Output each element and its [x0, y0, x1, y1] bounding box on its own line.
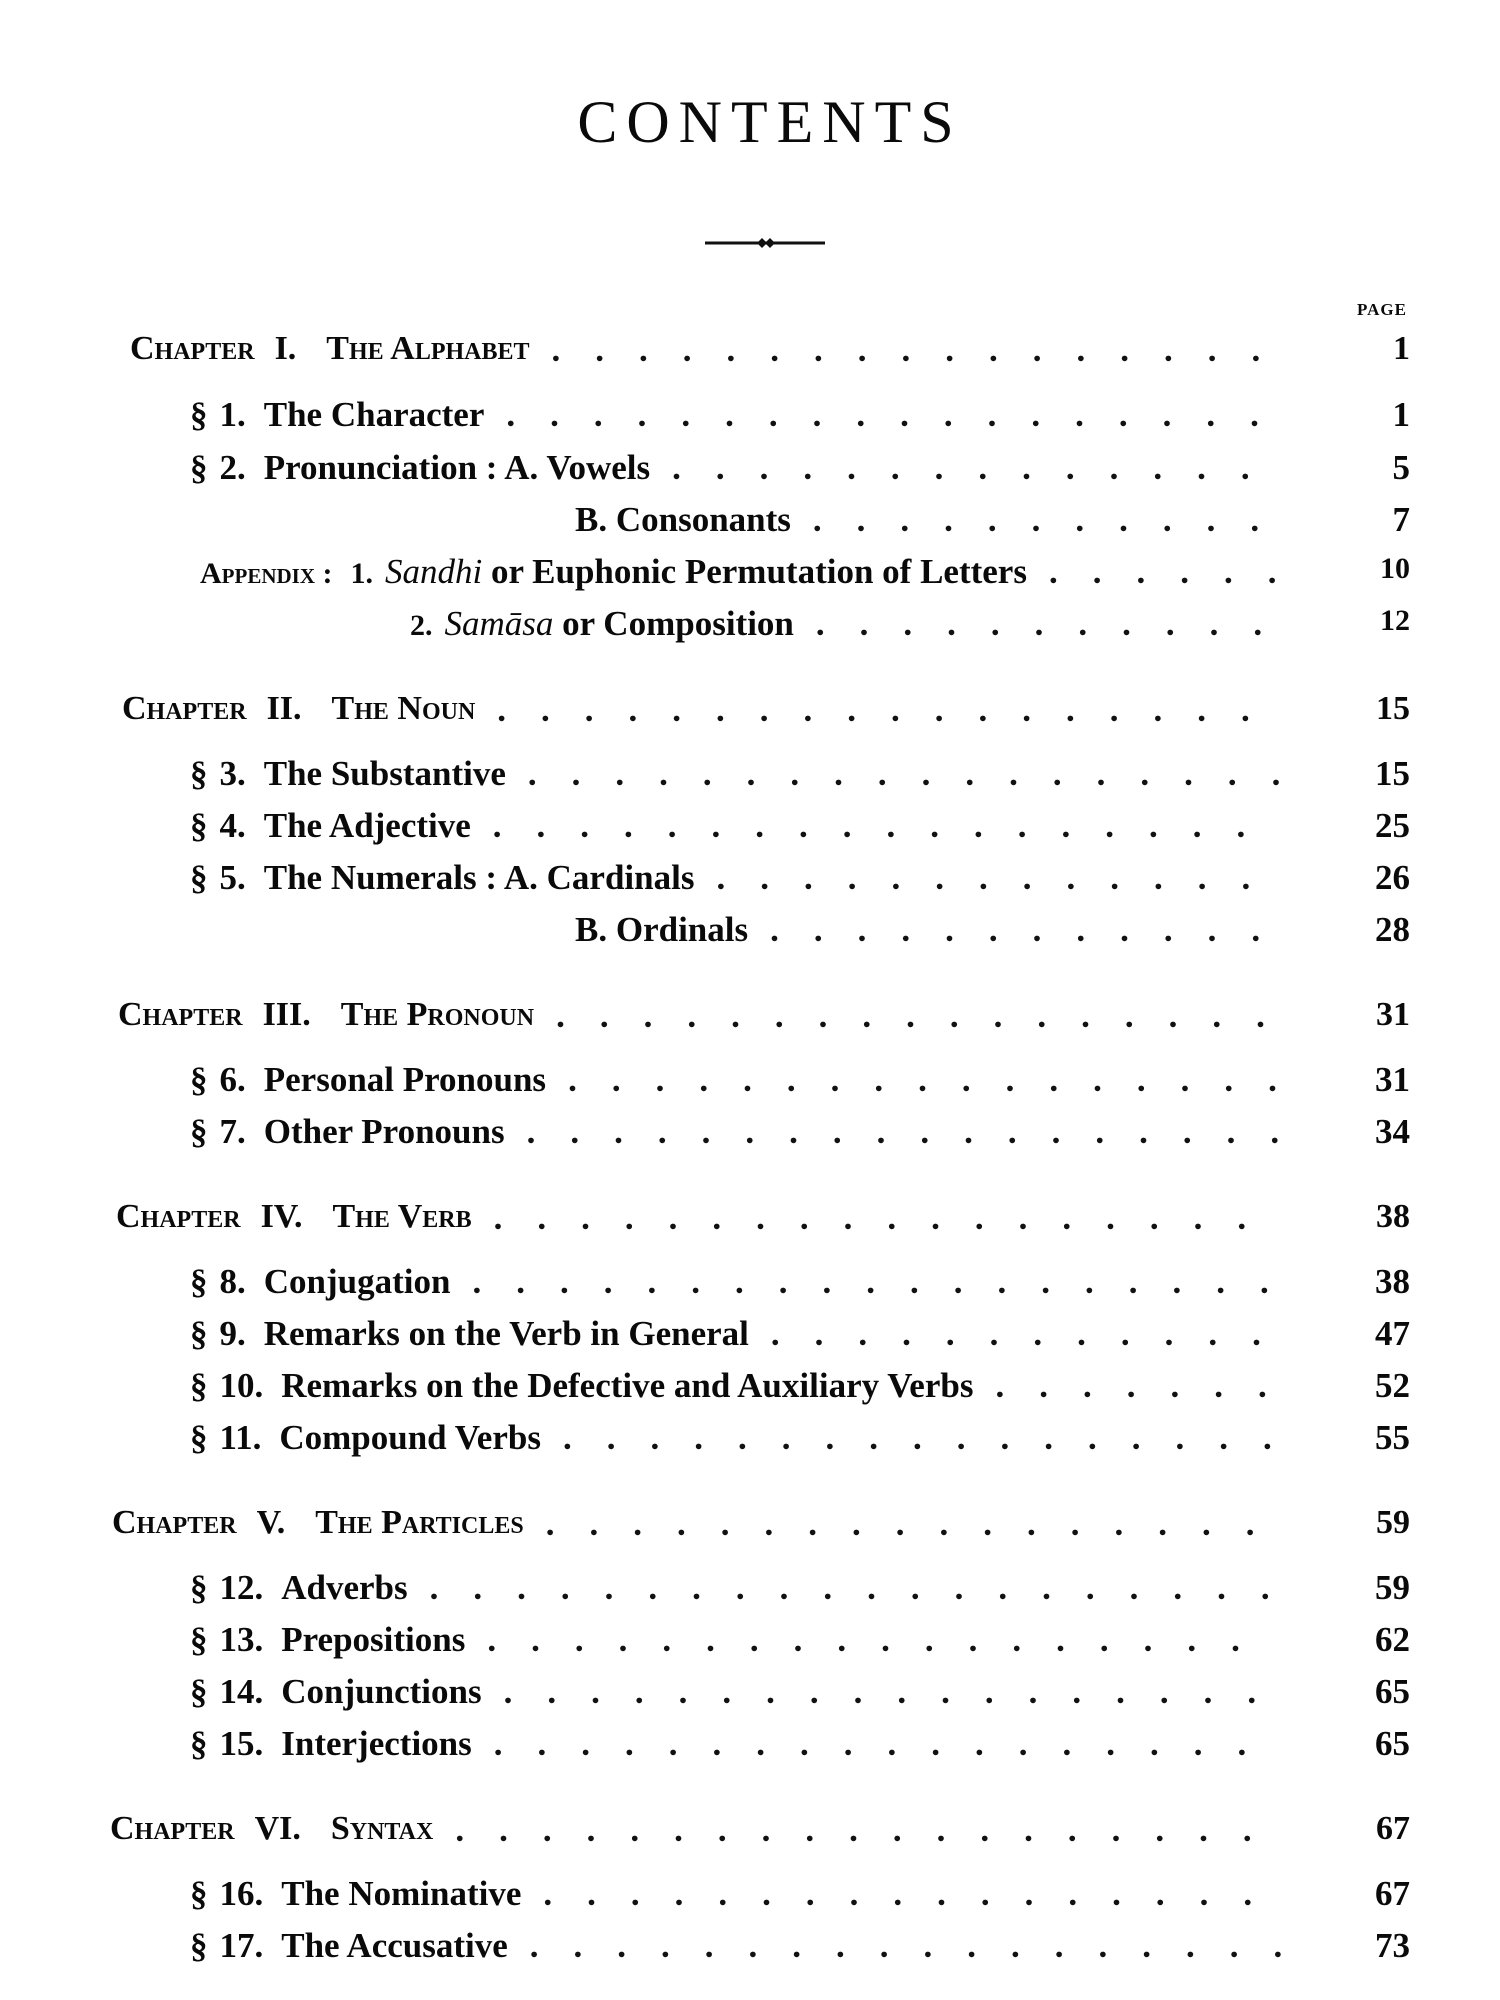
toc-entry-row — [190, 1724, 1410, 1772]
section-title: Other Pronouns — [263, 1112, 505, 1151]
section-number: 8. — [219, 1262, 246, 1301]
leader-dots: . . . . . . . . . . . . . . . . . . — [527, 754, 1316, 793]
section-symbol: § — [190, 1724, 208, 1763]
leader-dots: . . . . . . . . . . . . . . . . . — [543, 1874, 1288, 1913]
leader-dots: . . . . . . . . . . . . . . . . . . — [503, 1672, 1292, 1711]
entry-label — [190, 1620, 465, 1660]
appendix-title: or Euphonic Permutation of Letters — [482, 552, 1027, 591]
section-number: 16. — [219, 1874, 264, 1913]
entry-label — [190, 1366, 973, 1406]
section-symbol: § — [190, 1314, 208, 1353]
entry-label — [110, 1810, 433, 1848]
chapter-number: III. — [262, 996, 311, 1033]
section-number: 15. — [219, 1724, 264, 1763]
entry-label — [190, 858, 694, 898]
toc-entry-row — [190, 1262, 1410, 1310]
page-number: 59 — [1376, 1504, 1410, 1541]
section-symbol: § — [190, 1262, 208, 1301]
section-number: 14. — [219, 1672, 264, 1711]
leader-dots: . . . . . . . . . . . . . . . . . . — [506, 395, 1294, 434]
leader-dots: . . . . . . . . . . . . . . . . . . . — [455, 1810, 1287, 1849]
leader-dots: . . . . . . . . . . . — [815, 604, 1298, 643]
section-symbol: § — [190, 1672, 208, 1711]
chapter-number: IV. — [260, 1198, 303, 1235]
toc-chapter-row — [112, 1504, 1410, 1552]
leader-dots: . . . . . . — [1048, 552, 1312, 591]
leader-dots: . . . . . . . — [995, 1366, 1302, 1405]
entry-label — [190, 1112, 505, 1152]
appendix-prefix: Appendix : — [200, 557, 333, 590]
entry-label — [130, 330, 530, 368]
section-title: Prepositions — [281, 1620, 466, 1659]
entry-label — [116, 1198, 472, 1236]
section-number: 13. — [219, 1620, 264, 1659]
page-number: 62 — [1375, 1620, 1410, 1659]
page-number: 26 — [1375, 858, 1410, 897]
section-title: The Accusative — [281, 1926, 508, 1965]
entry-label — [190, 1724, 472, 1764]
section-number: 10. — [219, 1366, 264, 1405]
section-title: Remarks on the Verb in General — [263, 1314, 749, 1353]
toc-entry-row — [410, 604, 1410, 652]
entry-label — [190, 448, 650, 488]
entry-label — [575, 910, 748, 950]
section-number: 6. — [219, 1060, 246, 1099]
section-symbol: § — [190, 1366, 208, 1405]
leader-dots: . . . . . . . . . . . . — [770, 1314, 1296, 1353]
entry-label — [190, 395, 484, 435]
leader-dots: . . . . . . . . . . . . . . . . . . . . — [429, 1568, 1305, 1607]
appendix-term: Sandhi — [385, 552, 483, 591]
chapter-title: The Alphabet — [326, 330, 530, 367]
toc-chapter-row — [116, 1198, 1410, 1246]
chapter-prefix: Chapter — [130, 330, 255, 367]
section-number: 11. — [219, 1418, 262, 1457]
toc-entry-row — [190, 1672, 1410, 1720]
page-number: 15 — [1376, 690, 1410, 727]
leader-dots: . . . . . . . . . . . . . . . . . . — [493, 1198, 1282, 1237]
section-title: Compound Verbs — [279, 1418, 541, 1457]
page-number: 67 — [1376, 1810, 1410, 1847]
page-number: 73 — [1375, 1926, 1410, 1965]
section-number: 5. — [219, 858, 246, 897]
leader-dots: . . . . . . . . . . . . . . . . . . — [529, 1926, 1318, 1965]
chapter-number: II. — [266, 690, 302, 727]
entry-label — [190, 1060, 546, 1100]
section-title: The Numerals : A. Cardinals — [263, 858, 695, 897]
entry-label — [575, 500, 791, 540]
chapter-title: The Noun — [331, 690, 476, 727]
entry-label — [122, 690, 475, 728]
toc-entry-row — [190, 858, 1410, 906]
toc-entry-row — [190, 1060, 1410, 1108]
page-number: 47 — [1375, 1314, 1410, 1353]
leader-dots: . . . . . . . . . . . . . . . . . . — [492, 806, 1281, 845]
leader-dots: . . . . . . . . . . . . . . . . . — [562, 1418, 1307, 1457]
leader-dots: . . . . . . . . . . . . . . . . . . — [487, 1620, 1275, 1659]
section-title: Personal Pronouns — [263, 1060, 547, 1099]
appendix-number: 1. — [350, 557, 373, 590]
leader-dots: . . . . . . . . . . . — [812, 500, 1295, 539]
chapter-prefix: Chapter — [116, 1198, 241, 1235]
leader-dots: . . . . . . . . . . . . . . . . . . — [497, 690, 1285, 729]
page-number: 10 — [1380, 552, 1410, 585]
leader-dots: . . . . . . . . . . . . . . . . . — [556, 996, 1300, 1035]
toc-entry-row — [190, 754, 1410, 802]
page-number: 65 — [1375, 1672, 1410, 1711]
toc-chapter-row — [122, 690, 1410, 738]
page-number: 55 — [1375, 1418, 1410, 1457]
section-title: Conjugation — [263, 1262, 451, 1301]
chapter-title: Syntax — [330, 1810, 434, 1847]
section-symbol: § — [190, 1112, 208, 1151]
section-title: Pronunciation : A. Vowels — [263, 448, 651, 487]
chapter-number: VI. — [254, 1810, 301, 1847]
entry-label — [112, 1504, 524, 1542]
section-number: 3. — [219, 754, 246, 793]
chapter-number: V. — [256, 1504, 286, 1541]
page-number: 25 — [1375, 806, 1410, 845]
entry-label — [190, 1314, 749, 1354]
section-title: Conjunctions — [281, 1672, 482, 1711]
chapter-prefix: Chapter — [112, 1504, 237, 1541]
section-title: The Character — [263, 395, 485, 434]
toc-entry-row — [190, 1418, 1410, 1466]
page-number: 31 — [1375, 1060, 1410, 1099]
leader-dots: . . . . . . . . . . . . . — [716, 858, 1286, 897]
toc-entry-row — [190, 1314, 1410, 1362]
chapter-prefix: Chapter — [110, 1810, 235, 1847]
toc-chapter-row — [118, 996, 1410, 1044]
section-title: Adverbs — [281, 1568, 408, 1607]
page-number: 59 — [1375, 1568, 1410, 1607]
leader-dots: . . . . . . . . . . . . . . . . . . . — [472, 1262, 1304, 1301]
section-number: 2. — [219, 448, 246, 487]
section-number: 4. — [219, 806, 246, 845]
leader-dots: . . . . . . . . . . . . . . . . . — [545, 1504, 1290, 1543]
section-symbol: § — [190, 858, 208, 897]
section-symbol: § — [190, 1568, 208, 1607]
toc-entry-row — [575, 500, 1410, 548]
section-title: Interjections — [281, 1724, 472, 1763]
toc-entry-row — [190, 1874, 1410, 1922]
page-number: 52 — [1375, 1366, 1410, 1405]
entry-label — [190, 754, 506, 794]
subsection-title: B. Ordinals — [575, 910, 749, 949]
section-symbol: § — [190, 448, 208, 487]
section-title: The Nominative — [281, 1874, 522, 1913]
page-number: 67 — [1375, 1874, 1410, 1913]
toc-entry-row — [190, 1926, 1410, 1974]
leader-dots: . . . . . . . . . . . . . . — [672, 448, 1285, 487]
toc-entry-row — [190, 395, 1410, 443]
page-title: CONTENTS — [577, 89, 963, 155]
chapter-prefix: Chapter — [118, 996, 243, 1033]
toc-entry-row — [190, 448, 1410, 496]
section-number: 17. — [219, 1926, 264, 1965]
toc-entry-row — [190, 1620, 1410, 1668]
page-number: 38 — [1376, 1198, 1410, 1235]
chapter-title: The Verb — [332, 1198, 472, 1235]
appendix-term: Samāsa — [444, 604, 554, 643]
section-symbol: § — [190, 1060, 208, 1099]
subsection-title: B. Consonants — [575, 500, 791, 539]
toc-entry-row — [190, 1366, 1410, 1414]
leader-dots: . . . . . . . . . . . . . . . . . . — [493, 1724, 1282, 1763]
section-symbol: § — [190, 806, 208, 845]
section-symbol: § — [190, 1620, 208, 1659]
entry-label — [190, 806, 471, 846]
section-number: 9. — [219, 1314, 246, 1353]
page-column-heading: PAGE — [1357, 300, 1407, 319]
leader-dots: . . . . . . . . . . . . . . . . . — [568, 1060, 1312, 1099]
chapter-prefix: Chapter — [122, 690, 247, 727]
toc-chapter-row — [110, 1810, 1410, 1858]
page-number: 38 — [1375, 1262, 1410, 1301]
toc-chapter-row — [130, 330, 1410, 378]
entry-label — [410, 604, 794, 644]
toc-entry-row — [190, 1568, 1410, 1616]
leader-dots: . . . . . . . . . . . . . . . . . . — [526, 1112, 1315, 1151]
page-number: 15 — [1375, 754, 1410, 793]
entry-label — [190, 1672, 482, 1712]
section-title: Remarks on the Defective and Auxiliary Verbs — [281, 1366, 974, 1405]
entry-label — [118, 996, 534, 1034]
section-title: The Substantive — [263, 754, 506, 793]
section-symbol: § — [190, 754, 208, 793]
entry-label — [190, 1418, 541, 1458]
entry-label — [190, 1568, 408, 1608]
page-number: 1 — [1392, 395, 1410, 434]
chapter-title: The Pronoun — [340, 996, 535, 1033]
page-number: 28 — [1375, 910, 1410, 949]
entry-label — [190, 1874, 521, 1914]
appendix-title: or Composition — [553, 604, 794, 643]
section-symbol: § — [190, 1418, 208, 1457]
section-symbol: § — [190, 1874, 208, 1913]
entry-label — [190, 1926, 508, 1966]
page-number: 65 — [1375, 1724, 1410, 1763]
section-number: 7. — [219, 1112, 246, 1151]
chapter-title: The Particles — [315, 1504, 524, 1541]
leader-dots: . . . . . . . . . . . . — [770, 910, 1296, 949]
ornament-divider-icon — [705, 236, 825, 250]
leader-dots: . . . . . . . . . . . . . . . . . — [551, 330, 1296, 369]
page-number: 31 — [1376, 996, 1410, 1033]
page-number: 34 — [1375, 1112, 1410, 1151]
page-number: 5 — [1392, 448, 1410, 487]
section-number: 12. — [219, 1568, 264, 1607]
entry-label — [200, 552, 1027, 592]
page-number: 12 — [1380, 604, 1410, 637]
page-number: 1 — [1393, 330, 1410, 367]
toc-entry-row — [190, 806, 1410, 854]
entry-label — [190, 1262, 450, 1302]
section-symbol: § — [190, 1926, 208, 1965]
toc-entry-row — [200, 552, 1410, 600]
section-title: The Adjective — [263, 806, 471, 845]
chapter-number: I. — [274, 330, 297, 367]
toc-entry-row — [575, 910, 1410, 958]
section-symbol: § — [190, 395, 208, 434]
section-number: 1. — [219, 395, 246, 434]
toc-entry-row — [190, 1112, 1410, 1160]
page-number: 7 — [1392, 500, 1410, 539]
appendix-number: 2. — [410, 609, 433, 642]
